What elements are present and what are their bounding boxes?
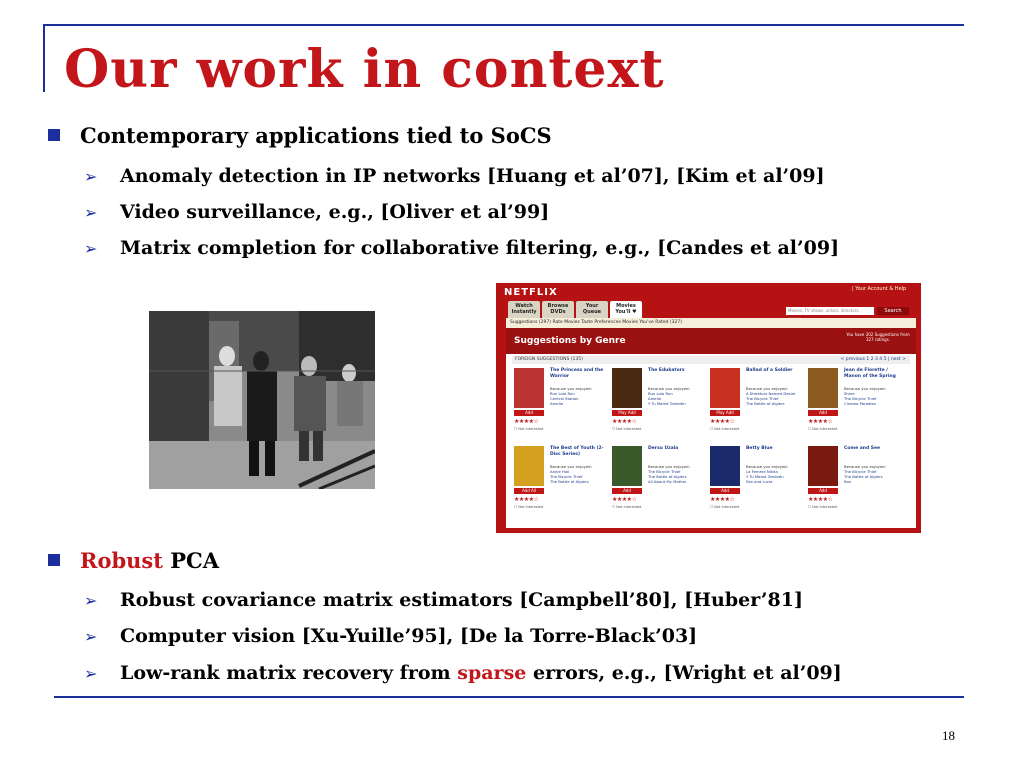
arrow-bullet-icon: ➢ <box>84 167 98 186</box>
square-bullet-icon <box>48 129 60 141</box>
movie-card[interactable] <box>710 446 810 520</box>
sub-text: Video surveillance, e.g., [Oliver et al’99] <box>120 201 550 223</box>
add-button[interactable]: Add <box>710 488 740 494</box>
tab-movies-youll-love[interactable]: Movies You'll ♥ <box>610 301 642 318</box>
bullet-1-sub-2 <box>84 200 549 225</box>
related-movie-link[interactable]: Amelie <box>550 401 564 406</box>
related-movie-link[interactable]: Cinema Paradiso <box>844 401 876 406</box>
movie-poster[interactable] <box>612 446 642 486</box>
movie-title[interactable]: The Princess and the Warrior <box>550 368 604 379</box>
movie-poster[interactable] <box>710 446 740 486</box>
star-rating[interactable]: ★★★★☆ <box>808 496 833 503</box>
because-label: Because you enjoyed: <box>746 386 788 391</box>
bullet-1 <box>48 123 552 149</box>
movie-poster[interactable] <box>514 368 544 408</box>
related-movie-link[interactable]: Y Tu Mamá También <box>746 474 784 479</box>
star-rating[interactable]: ★★★★☆ <box>808 418 833 425</box>
square-bullet-icon <box>48 554 60 566</box>
because-label: Because you enjoyed: <box>550 464 592 469</box>
related-movie-link[interactable]: Y Tu Mamá También <box>648 401 686 406</box>
netflix-tabs <box>508 301 642 318</box>
sub-text: Low-rank matrix recovery from <box>120 662 458 684</box>
related-movie-link[interactable]: Annie Hall <box>550 469 570 474</box>
sparse-highlight: sparse <box>457 662 527 684</box>
sub-text: Matrix completion for collaborative filtering, e.g., [Candes et al’09] <box>120 237 840 259</box>
related-movie-link[interactable]: The Bicycle Thief <box>550 474 583 479</box>
because-you-enjoyed <box>648 386 710 406</box>
arrow-bullet-icon: ➢ <box>84 239 98 258</box>
add-button[interactable]: Add <box>808 488 838 494</box>
related-movie-link[interactable]: All About My Mother <box>648 479 687 484</box>
tab-watch-instantly[interactable]: Watch Instantly <box>508 301 540 318</box>
not-interested-checkbox[interactable]: ☐ Not Interested <box>514 427 544 431</box>
arrow-bullet-icon: ➢ <box>84 627 98 646</box>
surveillance-photo <box>149 311 375 489</box>
star-rating[interactable]: ★★★★☆ <box>514 496 539 503</box>
movie-poster[interactable] <box>808 446 838 486</box>
related-movie-link[interactable]: The Bicycle Thief <box>844 396 877 401</box>
star-rating[interactable]: ★★★★☆ <box>710 418 735 425</box>
movie-poster[interactable] <box>612 368 642 408</box>
not-interested-checkbox[interactable]: ☐ Not Interested <box>710 505 740 509</box>
search-input[interactable]: Movies, TV shows, actors, directors, <box>786 307 874 315</box>
because-label: Because you enjoyed: <box>746 464 788 469</box>
title-rule-left <box>43 24 45 92</box>
star-rating[interactable]: ★★★★☆ <box>612 418 637 425</box>
sub-text: Computer vision [Xu-Yuille’95], [De la Torre-Black’03] <box>120 625 698 647</box>
account-link[interactable]: | Your Account & Help <box>852 286 907 292</box>
bullet-2-sub-1 <box>84 588 803 613</box>
related-movie-link[interactable]: La Femme Nikita <box>746 469 778 474</box>
movie-poster[interactable] <box>808 368 838 408</box>
add-button[interactable]: Play Add <box>710 410 740 416</box>
movie-poster[interactable] <box>710 368 740 408</box>
bullet-2-text: PCA <box>162 548 220 573</box>
movie-title[interactable]: Jean de Florette / Manon of the Spring <box>844 368 896 379</box>
related-movie-link[interactable]: Run Lola Run <box>648 391 673 396</box>
search-button[interactable]: Search <box>877 307 909 315</box>
because-you-enjoyed <box>550 464 612 484</box>
genre-row-header <box>512 356 910 364</box>
page-number: 18 <box>942 728 955 743</box>
movie-card[interactable] <box>808 368 908 442</box>
slide-title: Our work in context <box>64 39 665 100</box>
related-movie-link[interactable]: Amelie <box>648 396 662 401</box>
related-movie-link[interactable]: Ran <box>844 479 852 484</box>
because-label: Because you enjoyed: <box>550 386 592 391</box>
add-button[interactable]: Add <box>612 488 642 494</box>
movie-title[interactable]: Betty Blue <box>746 446 773 451</box>
related-movie-link[interactable]: The Bicycle Thief <box>648 469 681 474</box>
because-label: Because you enjoyed: <box>648 464 690 469</box>
related-movie-link[interactable]: Run Lola Run <box>550 391 575 396</box>
add-button[interactable]: Add <box>808 410 838 416</box>
movie-card[interactable] <box>612 446 712 520</box>
movie-title[interactable]: Come and See <box>844 446 881 451</box>
because-you-enjoyed <box>746 386 808 406</box>
related-movie-link[interactable]: The Battle of Algiers <box>550 479 589 484</box>
not-interested-checkbox[interactable]: ☐ Not Interested <box>612 427 642 431</box>
netflix-screenshot <box>496 283 921 533</box>
add-button[interactable]: Add All <box>514 488 544 494</box>
suggestions-panel <box>506 328 916 528</box>
movie-title[interactable]: The Best of Youth (2-Disc Series) <box>550 446 604 457</box>
movie-card[interactable] <box>514 368 614 442</box>
title-rule-top <box>43 24 964 26</box>
not-interested-checkbox[interactable]: ☐ Not Interested <box>612 505 642 509</box>
because-you-enjoyed <box>648 464 710 484</box>
arrow-bullet-icon: ➢ <box>84 664 98 683</box>
tab-your-queue[interactable]: Your Queue <box>576 301 608 318</box>
suggestions-count: You have 302 Suggestions from 327 ratings. <box>846 332 910 342</box>
because-you-enjoyed <box>746 464 808 484</box>
tab-browse-dvds[interactable]: Browse DVDs <box>542 301 574 318</box>
because-you-enjoyed <box>844 386 906 406</box>
movie-poster[interactable] <box>514 446 544 486</box>
bullet-2-sub-2 <box>84 624 697 649</box>
related-movie-link[interactable]: The Battle of Algiers <box>648 474 687 479</box>
related-movie-link[interactable]: The Battle of Algiers <box>844 474 883 479</box>
not-interested-checkbox[interactable]: ☐ Not Interested <box>808 505 838 509</box>
star-rating[interactable]: ★★★★☆ <box>710 496 735 503</box>
sub-text: Robust covariance matrix estimators [Campbell’80], [Huber’81] <box>120 589 803 611</box>
related-movie-link[interactable]: A Streetcar Named Desire <box>746 391 796 396</box>
because-you-enjoyed <box>844 464 906 484</box>
bullet-2-sub-3 <box>84 661 842 686</box>
netflix-logo: NETFLIX <box>504 287 558 298</box>
related-movie-link[interactable]: The Bicycle Thief <box>844 469 877 474</box>
related-movie-link[interactable]: The Bicycle Thief <box>746 396 779 401</box>
because-label: Because you enjoyed: <box>844 464 886 469</box>
movie-card[interactable] <box>808 446 908 520</box>
sub-text-end: errors, e.g., [Wright et al’09] <box>526 662 842 684</box>
movie-title[interactable]: The Edukators <box>648 368 685 373</box>
netflix-subnav[interactable]: Suggestions (297) Rate Movies Taste Preferences Movies You've Rated (327) <box>506 318 916 328</box>
related-movie-link[interactable]: Central Station <box>550 396 579 401</box>
movie-card[interactable] <box>514 446 614 520</box>
pager[interactable]: < previous 1 2 3 4 5 | next > <box>840 357 906 362</box>
because-label: Because you enjoyed: <box>844 386 886 391</box>
not-interested-checkbox[interactable]: ☐ Not Interested <box>514 505 544 509</box>
add-button[interactable]: Add <box>514 410 544 416</box>
movie-card[interactable] <box>710 368 810 442</box>
footer-rule <box>54 696 964 698</box>
movie-title[interactable]: Dersu Uzala <box>648 446 679 451</box>
bullet-1-text: Contemporary applications tied to SoCS <box>80 123 552 148</box>
bullet-1-sub-3 <box>84 236 839 261</box>
arrow-bullet-icon: ➢ <box>84 591 98 610</box>
bullet-1-sub-1 <box>84 164 825 189</box>
add-button[interactable]: Play Add <box>612 410 642 416</box>
related-movie-link[interactable]: The Battle of Algiers <box>746 401 785 406</box>
bullet-2-highlight: Robust <box>80 548 163 573</box>
arrow-bullet-icon: ➢ <box>84 203 98 222</box>
because-you-enjoyed <box>550 386 612 406</box>
movie-card[interactable] <box>612 368 712 442</box>
not-interested-checkbox[interactable]: ☐ Not Interested <box>808 427 838 431</box>
suggestions-banner: Suggestions by Genre <box>506 328 916 354</box>
genre-label: FOREIGN SUGGESTIONS (135) <box>515 357 583 362</box>
because-label: Because you enjoyed: <box>648 386 690 391</box>
sub-text: Anomaly detection in IP networks [Huang et al’07], [Kim et al’09] <box>120 165 825 187</box>
star-rating[interactable]: ★★★★☆ <box>612 496 637 503</box>
star-rating[interactable]: ★★★★☆ <box>514 418 539 425</box>
bullet-2 <box>48 548 219 574</box>
related-movie-link[interactable]: Sex and Lucía <box>746 479 773 484</box>
not-interested-checkbox[interactable]: ☐ Not Interested <box>710 427 740 431</box>
movie-title[interactable]: Ballad of a Soldier <box>746 368 793 373</box>
related-movie-link[interactable]: Shine <box>844 391 855 396</box>
